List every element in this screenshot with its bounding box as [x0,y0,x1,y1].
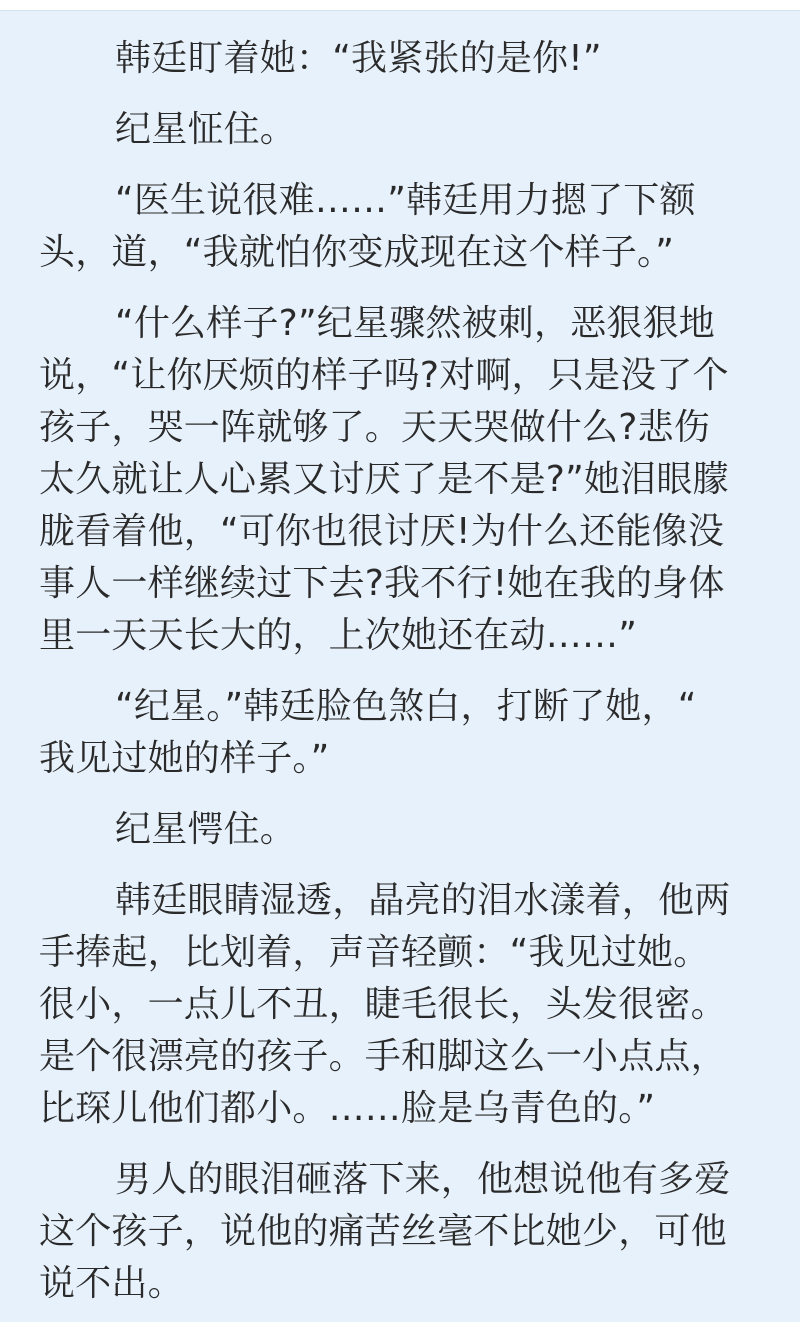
text-line: 说，“让你厌烦的样子吗?对啊，只是没了个 [39,355,729,396]
text-line: “纪星。”韩廷脸色煞白，打断了她，“ [115,686,697,727]
paragraph-8 [39,1154,759,1310]
text-line: 韩廷眼睛湿透，晶亮的泪水漾着，他两 [115,880,731,921]
text-line: 太久就让人心累又讨厌了是不是?”她泪眼朦 [39,459,729,500]
text-line: 比琛儿他们都小。……脸是乌青色的。” [39,1088,656,1129]
paragraph-3 [39,175,759,279]
text-line: “医生说很难……”韩廷用力摁了下额 [115,180,696,221]
text-line: 纪星怔住。 [115,109,297,150]
text-line: 孩子，哭一阵就够了。天天哭做什么?悲伤 [39,407,710,448]
text-line: 男人的眼泪砸落下来，他想说他有多爱 [115,1159,731,1200]
text-line: 很小，一点儿不丑，睫毛很长，头发很密。 [39,984,727,1025]
text-line: 这个孩子，说他的痛苦丝毫不比她少，可他 [39,1211,727,1252]
chapter-text [39,33,759,1322]
paragraph-6 [39,804,759,856]
text-line: “什么样子?”纪星骤然被刺，恶狠狠地 [115,303,716,344]
text-line: 韩廷盯着她：“我紧张的是你!” [115,38,602,79]
text-line: 是个很漂亮的孩子。手和脚这么一小点点， [39,1036,727,1077]
text-line: 纪星愕住。 [115,809,297,850]
text-line: 我见过她的样子。” [39,738,330,779]
reader-page [0,10,800,1322]
paragraph-2 [39,104,759,156]
text-line: 里一天天长大的，上次她还在动……” [39,615,638,656]
paragraph-4 [39,298,759,662]
text-line: 头，道，“我就怕你变成现在这个样子。” [39,232,675,273]
paragraph-1 [39,33,759,85]
paragraph-7 [39,875,759,1135]
paragraph-5 [39,681,759,785]
text-line: 说不出。 [39,1263,184,1304]
text-line: 事人一样继续过下去?我不行!她在我的身体 [39,563,725,604]
text-line: 胧看着他，“可你也很讨厌!为什么还能像没 [39,511,725,552]
text-line: 手捧起，比划着，声音轻颤：“我见过她。 [39,932,710,973]
